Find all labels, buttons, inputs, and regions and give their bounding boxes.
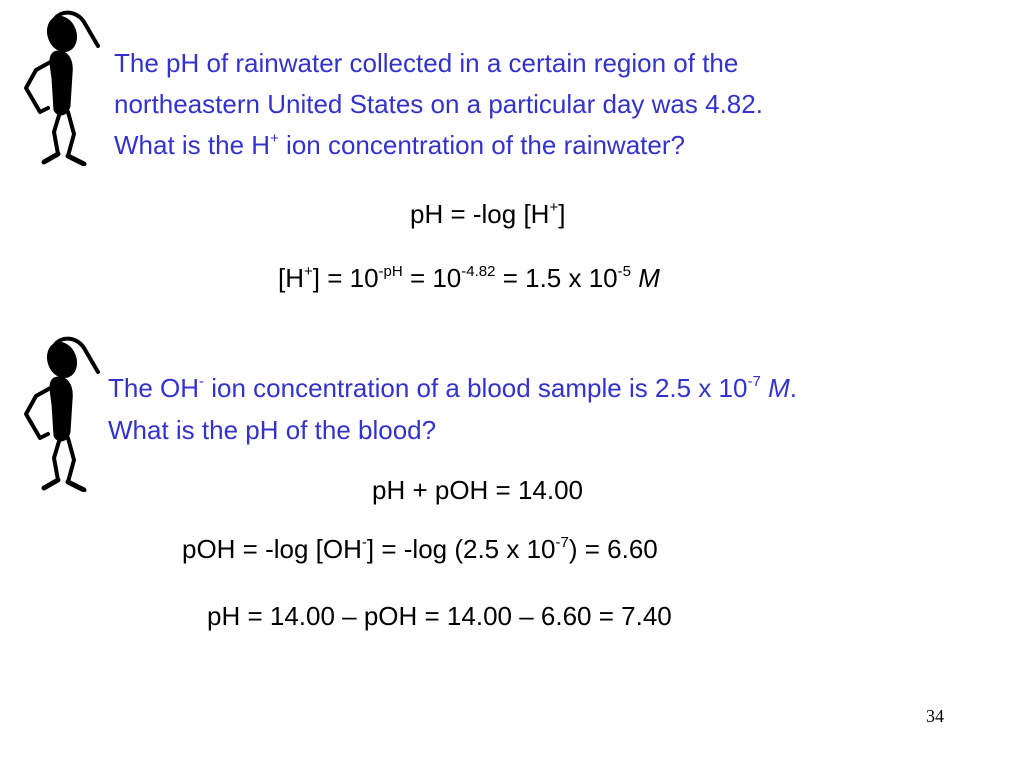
equation-ph-definition: pH = -log [H+] (410, 199, 566, 229)
equation-ph-poh-sum: pH + pOH = 14.00 (372, 475, 584, 505)
problem1-line3: What is the H+ ion concentration of the rainwater? (114, 130, 685, 160)
slide-number: 34 (926, 706, 944, 726)
equation-poh-calculation: pOH = -log [OH-] = -log (2.5 x $10^{-7}) = 6.60$ (182, 534, 658, 564)
thinking-figure-icon (14, 8, 102, 166)
equation-h-concentration: $[H^+] = 10^{-pH} = 10^{-4.82} = 1.5$ x $10^{-5}$ M (278, 263, 660, 293)
equation-ph-result: pH = 14.00 – pOH = 14.00 – 6.60 = 7.40 (207, 601, 672, 631)
problem2-line2: What is the pH of the blood? (108, 415, 437, 445)
thinking-figure-icon (14, 334, 102, 492)
problem1-line2: northeastern United States on a particular day was 4.82. (114, 89, 763, 119)
problem2-line1: The OH- ion concentration of a blood sample is 2.5 x $10^{-7}$ M. (108, 373, 797, 403)
problem1-line1: The pH of rainwater collected in a certain region of the (114, 48, 739, 78)
